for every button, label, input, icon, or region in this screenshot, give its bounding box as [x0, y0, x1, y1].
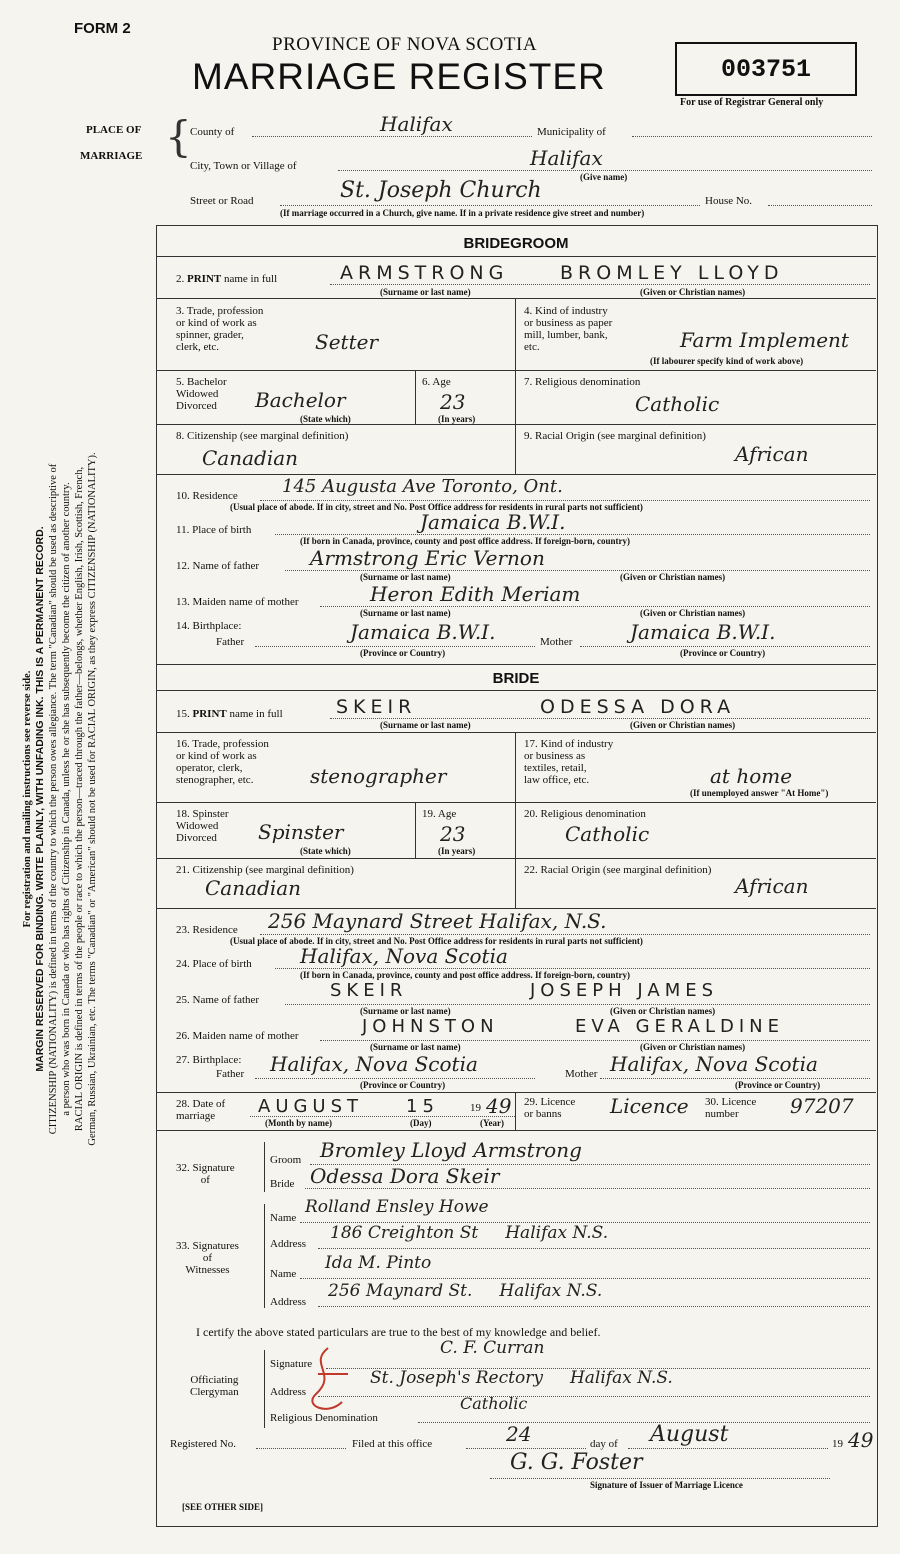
month-hint: (Month by name)	[265, 1118, 332, 1128]
bride-father-label: 25. Name of father	[176, 994, 260, 1006]
licence-value: Licence	[610, 1094, 689, 1118]
clergy-address: St. Joseph's Rectory Halifax N.S.	[370, 1368, 673, 1388]
bride-industry-value: at home	[710, 764, 793, 788]
groom-signature: Bromley Lloyd Armstrong	[320, 1138, 582, 1162]
margin-line-1: For registration and mailing instructions see reverse side.	[22, 670, 33, 928]
witness2-name-label: Name	[270, 1268, 297, 1280]
groom-status-label: 5. Bachelor Widowed Divorced	[176, 376, 227, 412]
licence-number-label: 30. Licence number	[705, 1096, 757, 1120]
groom-trade-value: Setter	[315, 330, 379, 354]
groom-surname: ARMSTRONG	[340, 262, 509, 284]
bride-print-label: PRINT	[192, 708, 227, 720]
clergy-stamp-mark	[298, 1344, 358, 1424]
day-of-label: day of	[590, 1438, 618, 1450]
bride-status-hint: (State which)	[300, 846, 351, 856]
groom-print-label: PRINT	[187, 273, 222, 285]
bride-father-bp-label: Father	[216, 1068, 245, 1080]
bride-age-value: 23	[440, 822, 466, 846]
city-label: City, Town or Village of	[190, 160, 297, 172]
bride-trade-value: stenographer	[310, 764, 447, 788]
city-value: Halifax	[530, 146, 603, 170]
bride-age-hint: (In years)	[438, 846, 476, 856]
bride-given-names: ODESSA DORA	[540, 696, 736, 718]
registrar-note: For use of Registrar General only	[680, 97, 824, 108]
bride-name-num: 15.	[176, 708, 190, 720]
filed-month: August	[650, 1422, 729, 1447]
bride-father-surname: SKEIR	[330, 980, 408, 1001]
groom-mother-bp-value: Jamaica B.W.I.	[630, 620, 776, 644]
marriage-year-suffix: 49	[486, 1094, 512, 1118]
bride-birth-value: Halifax, Nova Scotia	[300, 944, 508, 968]
bride-name-label	[176, 708, 283, 720]
groom-name-text: name in full	[223, 273, 278, 285]
groom-father-bp-hint: (Province or Country)	[360, 648, 446, 658]
groom-surname-hint: (Surname or last name)	[380, 287, 471, 297]
certification-statement: I certify the above stated particulars are true to the best of my knowledge and belief.	[196, 1325, 601, 1339]
clergy-signature: C. F. Curran	[440, 1338, 545, 1358]
bride-racial-label: 22. Racial Origin (see marginal definition)	[524, 864, 712, 876]
groom-name-num: 2.	[176, 273, 185, 285]
witness1-name: Rolland Ensley Howe	[305, 1197, 489, 1217]
bride-industry-hint: (If unemployed answer "At Home")	[690, 788, 829, 798]
clergy-religion: Catholic	[460, 1394, 528, 1413]
city-hint: (Give name)	[580, 172, 628, 182]
clergy-religion-label: Religious Denomination	[270, 1412, 378, 1424]
licence-label: 29. Licence or banns	[524, 1096, 576, 1120]
witness1-name-label: Name	[270, 1212, 297, 1224]
bride-citizenship-value: Canadian	[205, 876, 302, 900]
groom-father-bp-value: Jamaica B.W.I.	[350, 620, 496, 644]
bride-status-label: 18. Spinster Widowed Divorced	[176, 808, 229, 844]
groom-sig-label: Groom	[270, 1154, 302, 1166]
groom-given-names: BROMLEY LLOYD	[560, 262, 784, 284]
groom-trade-label: 3. Trade, profession or kind of work as spinner, grader, clerk, etc.	[176, 305, 264, 353]
see-other-side: [SEE OTHER SIDE]	[182, 1502, 264, 1512]
municipality-label: Municipality of	[537, 126, 606, 138]
signature-of-label: 32. Signature of	[176, 1162, 235, 1186]
filed-year-suffix: 49	[848, 1428, 874, 1452]
bride-mother-surname-hint: (Surname or last name)	[370, 1042, 461, 1052]
bride-trade-label: 16. Trade, profession or kind of work as operator, clerk, stenographer, etc.	[176, 738, 269, 786]
witness2-name: Ida M. Pinto	[325, 1253, 432, 1273]
place-label-2: MARRIAGE	[80, 150, 143, 162]
issuer-signature: G. G. Foster	[510, 1450, 643, 1475]
margin-line-3: CITIZENSHIP (NATIONALITY) is defined in terms of the country to which the person owes allegiance. The term "Canadian" should be used as descriptive of	[48, 463, 59, 1135]
margin-line-2: MARGIN RESERVED FOR BINDING. WRITE PLAINLY, WITH UNFADING INK. THIS IS A PERMANENT RECORD.	[34, 526, 46, 1072]
bridegroom-heading: BRIDEGROOM	[463, 235, 569, 252]
groom-mother-given-hint: (Given or Christian names)	[640, 608, 746, 618]
marriage-month: AUGUST	[258, 1096, 364, 1117]
street-label: Street or Road	[190, 195, 254, 207]
bride-industry-label: 17. Kind of industry or business as textiles, retail, law office, etc.	[524, 738, 614, 786]
groom-father-given-hint: (Given or Christian names)	[620, 572, 726, 582]
bride-signature: Odessa Dora Skeir	[310, 1164, 500, 1188]
bride-racial-value: African	[735, 874, 809, 898]
groom-religion-label: 7. Religious denomination	[524, 376, 641, 388]
margin-instructions	[21, 99, 99, 1499]
registered-no-label: Registered No.	[170, 1438, 236, 1450]
county-label: County of	[190, 126, 235, 138]
bride-religion-value: Catholic	[565, 822, 650, 846]
witness1-address-label: Address	[270, 1238, 307, 1250]
margin-line-5: RACIAL ORIGIN is defined in terms of the people or race to which the person—traced through the father—belongs, whether English, Irish, Scottish, French,	[74, 466, 85, 1132]
groom-mother-bp-label: Mother	[540, 636, 573, 648]
groom-father-bp-label: Father	[216, 636, 245, 648]
bride-mother-label: 26. Maiden name of mother	[176, 1030, 299, 1042]
groom-age-label: 6. Age	[422, 376, 451, 388]
groom-mother-bp-hint: (Province or Country)	[680, 648, 766, 658]
day-hint: (Day)	[410, 1118, 432, 1128]
clergy-address-label: Address	[270, 1386, 307, 1398]
licence-number-value: 97207	[790, 1094, 854, 1118]
bride-residence-value: 256 Maynard Street Halifax, N.S.	[268, 909, 607, 933]
bride-father-bp-hint: (Province or Country)	[360, 1080, 446, 1090]
bride-name-text: name in full	[229, 708, 283, 720]
bride-mother-surname: JOHNSTON	[362, 1016, 499, 1037]
groom-birth-hint: (If born in Canada, province, county and post office address. If foreign-born, country)	[300, 536, 631, 546]
groom-birth-label: 11. Place of birth	[176, 524, 252, 536]
bride-father-bp-value: Halifax, Nova Scotia	[270, 1052, 478, 1076]
bride-age-label: 19. Age	[422, 808, 457, 820]
date-of-marriage-label: 28. Date of marriage	[176, 1098, 226, 1122]
bride-birth-label: 24. Place of birth	[176, 958, 252, 970]
issuer-label: Signature of Issuer of Marriage Licence	[590, 1480, 743, 1490]
witness2-address: 256 Maynard St. Halifax N.S.	[328, 1281, 603, 1301]
brace-icon: {	[165, 112, 192, 161]
bride-heading: BRIDE	[492, 670, 540, 687]
groom-birthplace-label: 14. Birthplace:	[176, 620, 242, 632]
groom-name-label	[176, 273, 277, 285]
margin-line-4: a person who was born in Canada or who has rights of Citizenship in Canada, unless he or she has subsequently become the citizen of another country.	[61, 482, 72, 1116]
officiating-clergyman-label: Officiating Clergyman	[190, 1374, 239, 1398]
bride-father-given-hint: (Given or Christian names)	[610, 1006, 716, 1016]
street-hint: (If marriage occurred in a Church, give name. If in a private residence give street and number)	[280, 208, 645, 218]
groom-age-hint: (In years)	[438, 414, 476, 424]
place-label-1: PLACE OF	[86, 124, 142, 136]
groom-age-value: 23	[440, 390, 466, 414]
groom-given-hint: (Given or Christian names)	[640, 287, 746, 297]
groom-citizenship-label: 8. Citizenship (see marginal definition)	[176, 430, 349, 442]
bride-mother-given: EVA GERALDINE	[575, 1016, 785, 1037]
groom-industry-hint: (If labourer specify kind of work above)	[650, 356, 804, 366]
margin-line-6: German, Russian, Ukrainian, etc. The terms "Canadian" or "American" should not be used for RACIAL ORIGIN, as they express CITIZENSHIP (NATIONALITY).	[87, 452, 98, 1146]
groom-religion-value: Catholic	[635, 392, 720, 416]
bride-surname: SKEIR	[336, 696, 417, 718]
bride-mother-bp-hint: (Province or Country)	[735, 1080, 821, 1090]
house-no-label: House No.	[705, 195, 753, 207]
bride-father-surname-hint: (Surname or last name)	[360, 1006, 451, 1016]
year-hint: (Year)	[480, 1118, 504, 1128]
bride-residence-hint: (Usual place of abode. If in city, street and No. Post Office address for residents in rural parts not sufficient)	[230, 936, 643, 946]
groom-citizenship-value: Canadian	[202, 446, 299, 470]
groom-father-surname-hint: (Surname or last name)	[360, 572, 451, 582]
groom-industry-label: 4. Kind of industry or business as paper mill, lumber, bank, etc.	[524, 305, 613, 353]
bride-sig-label: Bride	[270, 1178, 295, 1190]
groom-father-value: Armstrong Eric Vernon	[310, 546, 545, 570]
groom-status-value: Bachelor	[255, 388, 346, 412]
groom-mother-surname-hint: (Surname or last name)	[360, 608, 451, 618]
bride-father-given: JOSEPH JAMES	[530, 980, 719, 1001]
groom-birth-value: Jamaica B.W.I.	[420, 510, 566, 534]
bride-birth-hint: (If born in Canada, province, county and post office address. If foreign-born, country)	[300, 970, 631, 980]
register-number: 003751	[720, 54, 811, 84]
clergy-signature-label: Signature	[270, 1358, 313, 1370]
groom-residence-value: 145 Augusta Ave Toronto, Ont.	[282, 476, 563, 497]
page-title: MARRIAGE REGISTER	[192, 56, 606, 97]
province-heading: PROVINCE OF NOVA SCOTIA	[272, 34, 538, 55]
groom-father-label: 12. Name of father	[176, 560, 260, 572]
county-value: Halifax	[380, 112, 453, 136]
filed-day: 24	[506, 1422, 532, 1446]
marriage-year-prefix: 19	[470, 1102, 481, 1114]
witness-label: 33. Signatures of Witnesses	[176, 1240, 239, 1276]
groom-mother-value: Heron Edith Meriam	[370, 582, 581, 606]
bride-given-hint: (Given or Christian names)	[630, 720, 736, 730]
groom-racial-label: 9. Racial Origin (see marginal definition)	[524, 430, 706, 442]
groom-residence-label: 10. Residence	[176, 490, 238, 502]
form-number-label: FORM 2	[74, 20, 131, 37]
groom-racial-value: African	[735, 442, 809, 466]
bride-mother-given-hint: (Given or Christian names)	[640, 1042, 746, 1052]
bride-status-value: Spinster	[258, 820, 344, 844]
bride-citizenship-label: 21. Citizenship (see marginal definition)	[176, 864, 354, 876]
groom-mother-label: 13. Maiden name of mother	[176, 596, 299, 608]
groom-status-hint: (State which)	[300, 414, 351, 424]
register-number-box	[675, 42, 857, 96]
street-value: St. Joseph Church	[340, 178, 542, 203]
bride-religion-label: 20. Religious denomination	[524, 808, 646, 820]
bride-mother-bp-label: Mother	[565, 1068, 598, 1080]
groom-industry-value: Farm Implement	[680, 328, 849, 352]
bride-surname-hint: (Surname or last name)	[380, 720, 471, 730]
bride-mother-bp-value: Halifax, Nova Scotia	[610, 1052, 818, 1076]
witness2-address-label: Address	[270, 1296, 307, 1308]
marriage-day: 15	[406, 1096, 439, 1117]
bride-birthplace-label: 27. Birthplace:	[176, 1054, 242, 1066]
filed-year-prefix: 19	[832, 1438, 843, 1450]
groom-residence-hint: (Usual place of abode. If in city, street and No. Post Office address for residents in rural parts not sufficient)	[230, 502, 643, 512]
filed-label: Filed at this office	[352, 1438, 433, 1450]
witness1-address: 186 Creighton St Halifax N.S.	[330, 1223, 609, 1243]
bride-residence-label: 23. Residence	[176, 924, 238, 936]
